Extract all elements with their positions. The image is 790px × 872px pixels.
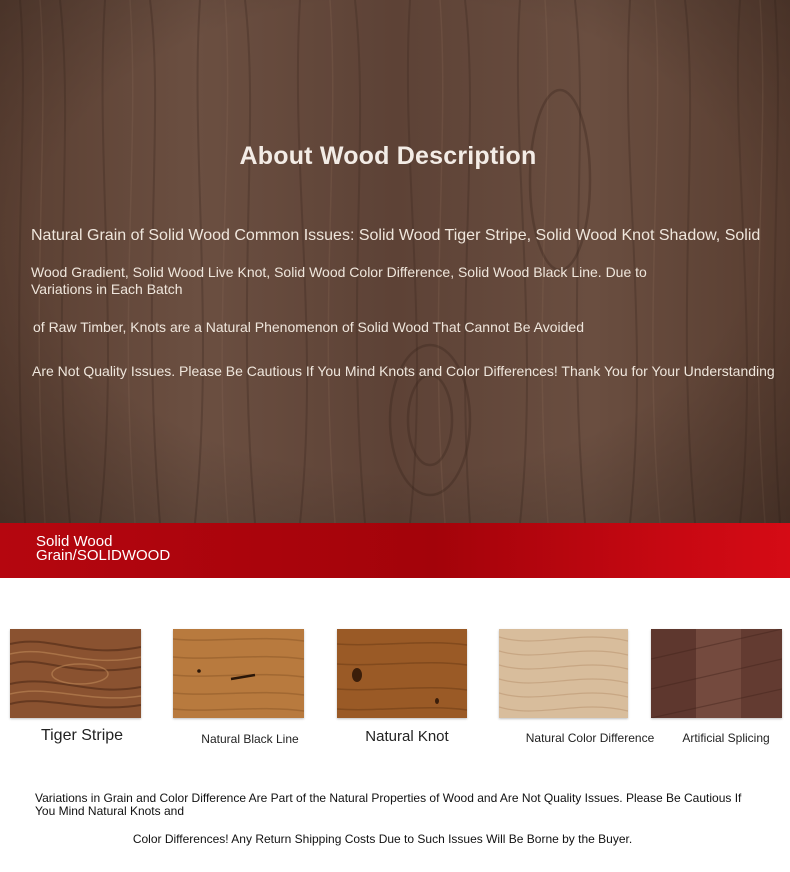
banner-title: Solid Wood Grain/SOLIDWOOD [36,533,171,564]
natural-knot-sample-image [337,629,467,718]
hero-title: About Wood Description [239,142,537,170]
natural-black-line-sample-image [173,629,304,718]
sample-label-tiger-stripe: Tiger Stripe [40,727,124,744]
natural-color-difference-sample-image [499,629,628,718]
disclaimer-text-line-2: Color Differences! Any Return Shipping Costs Due to Such Issues Will Be Borne by the Buyer. [132,832,633,846]
section-banner [0,523,790,578]
hero-text-line-1: Natural Grain of Solid Wood Common Issues: Solid Wood Tiger Stripe, Solid Wood Knot Shadow, Solid [31,227,761,244]
tiger-stripe-sample-image [10,629,141,718]
artificial-splicing-sample-image [651,629,782,718]
hero-text-line-4: Are Not Quality Issues. Please Be Cautious If You Mind Knots and Color Differences! Thank You for Your Understanding [32,363,775,379]
sample-label-natural-black-line: Natural Black Line [201,732,299,746]
disclaimer-text-line-1: Variations in Grain and Color Difference Are Part of the Natural Properties of Wood and Are Not Quality Issues. Please Be Cautious If You Mind Natural Knots and [35,791,742,818]
hero-text-line-3: of Raw Timber, Knots are a Natural Phenomenon of Solid Wood That Cannot Be Avoided [33,319,585,335]
sample-label-artificial-splicing: Artificial Splicing [682,731,770,745]
hero-text-line-2: Wood Gradient, Solid Wood Live Knot, Solid Wood Color Difference, Solid Wood Black Line. Due to Variations in Each Batch [31,264,647,297]
sample-label-natural-knot: Natural Knot [365,728,449,745]
sample-label-natural-color-difference: Natural Color Difference [525,731,655,745]
